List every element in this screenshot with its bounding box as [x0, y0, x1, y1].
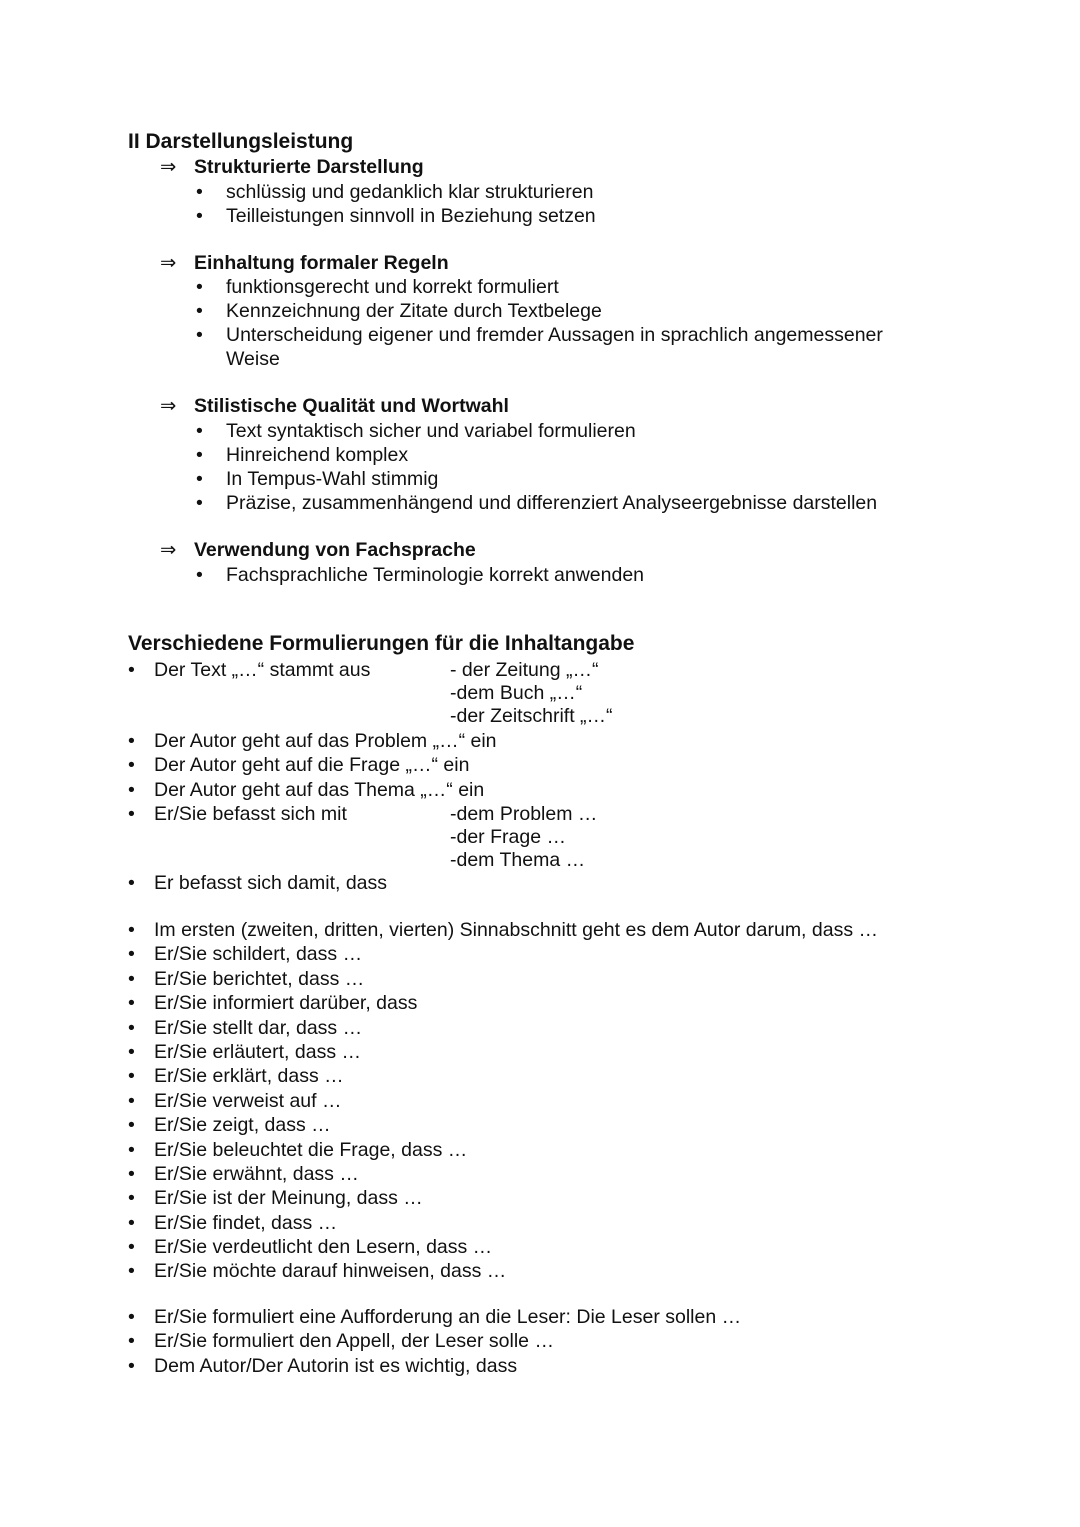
list-item: • Der Autor geht auf das Problem „…“ ein: [128, 729, 928, 753]
list-item: • Er/Sie erklärt, dass …: [128, 1064, 928, 1088]
topic-options: [450, 802, 597, 871]
option-text: -der Zeitschrift „…“: [450, 705, 613, 727]
list-author-topic: [128, 729, 928, 872]
list-verwendung-von-fachsprache: [196, 563, 916, 587]
list-einhaltung-formaler-regeln: [196, 275, 916, 371]
list-item: • Der Text „…“ stammt aus - der Zeitung „…“ -dem Buch „…“ -der Zeitschrift „…“: [128, 658, 928, 682]
option-text: -dem Problem …: [450, 803, 598, 826]
subheading-stilistische-qualitaet: ⇒ Stilistische Qualität und Wortwahl: [160, 395, 509, 417]
list-item: • Er/Sie erläutert, dass …: [128, 1040, 928, 1064]
list-item: • Er/Sie formuliert den Appell, der Leser solle …: [128, 1329, 928, 1353]
source-options: [450, 658, 613, 727]
list-item: • Im ersten (zweiten, dritten, vierten) Sinnabschnitt geht es dem Autor darum, dass …: [128, 918, 928, 942]
option-text: - der Zeitung „…“: [450, 659, 599, 681]
list-item: • Er/Sie berichtet, dass …: [128, 967, 928, 991]
option-text: -der Frage …: [450, 826, 566, 849]
list-item: • Er/Sie findet, dass …: [128, 1211, 928, 1235]
option-text: -dem Buch „…“: [450, 682, 583, 704]
list-item: • Er/Sie formuliert eine Aufforderung an die Leser: Die Leser sollen …: [128, 1305, 928, 1329]
subheading-strukturierte-darstellung: ⇒ Strukturierte Darstellung: [160, 156, 424, 178]
list-item: • Er/Sie stellt dar, dass …: [128, 1016, 928, 1040]
list-item: • Der Autor geht auf die Frage „…“ ein: [128, 753, 928, 777]
list-item: • Teilleistungen sinnvoll in Beziehung setzen: [196, 204, 916, 228]
list-item: • Er/Sie erwähnt, dass …: [128, 1162, 928, 1186]
list-item: • In Tempus-Wahl stimmig: [196, 467, 916, 491]
list-item: • Er befasst sich damit, dass: [128, 871, 928, 895]
double-arrow-icon: ⇒: [160, 252, 177, 274]
list-befasst-damit: [128, 871, 928, 895]
list-item: • Präzise, zusammenhängend und differenziert Analyseergebnisse darstellen: [196, 491, 916, 515]
list-item: • Er/Sie informiert darüber, dass: [128, 991, 928, 1015]
list-item: • Er/Sie verweist auf …: [128, 1089, 928, 1113]
list-item: • Er/Sie zeigt, dass …: [128, 1113, 928, 1137]
double-arrow-icon: ⇒: [160, 156, 177, 178]
list-item: • Er/Sie schildert, dass …: [128, 942, 928, 966]
list-item: • Er/Sie verdeutlicht den Lesern, dass …: [128, 1235, 928, 1259]
list-item: • Text syntaktisch sicher und variabel formulieren: [196, 419, 916, 443]
list-item: • Kennzeichnung der Zitate durch Textbelege: [196, 299, 916, 323]
list-item: • Hinreichend komplex: [196, 443, 916, 467]
list-item: • schlüssig und gedanklich klar strukturieren: [196, 180, 916, 204]
list-stilistische-qualitaet: [196, 419, 916, 515]
list-item: • Unterscheidung eigener und fremder Aussagen in sprachlich angemessener Weise: [196, 323, 916, 371]
list-item: • Er/Sie möchte darauf hinweisen, dass …: [128, 1259, 928, 1283]
double-arrow-icon: ⇒: [160, 395, 177, 417]
list-item: • Er/Sie befasst sich mit -dem Problem … -der Frage … -dem Thema …: [128, 802, 928, 826]
list-formulations: [128, 918, 928, 1284]
list-item: • Dem Autor/Der Autorin ist es wichtig, dass: [128, 1354, 928, 1378]
subheading-verwendung-von-fachsprache: ⇒ Verwendung von Fachsprache: [160, 539, 476, 561]
list-item: • Fachsprachliche Terminologie korrekt anwenden: [196, 563, 916, 587]
list-item: • Er/Sie ist der Meinung, dass …: [128, 1186, 928, 1210]
option-text: -dem Thema …: [450, 849, 586, 872]
list-item: • funktionsgerecht und korrekt formuliert: [196, 275, 916, 299]
list-text-source: [128, 658, 928, 727]
subheading-einhaltung-formaler-regeln: ⇒ Einhaltung formaler Regeln: [160, 252, 449, 274]
list-item: • Er/Sie beleuchtet die Frage, dass …: [128, 1138, 928, 1162]
list-item: • Der Autor geht auf das Thema „…“ ein: [128, 778, 928, 802]
list-appeal: [128, 1305, 928, 1378]
list-strukturierte-darstellung: [196, 180, 916, 228]
section-title-darstellungsleistung: II Darstellungsleistung: [128, 130, 354, 153]
section-title-formulierungen: Verschiedene Formulierungen für die Inhaltangabe: [128, 632, 635, 655]
double-arrow-icon: ⇒: [160, 539, 177, 561]
